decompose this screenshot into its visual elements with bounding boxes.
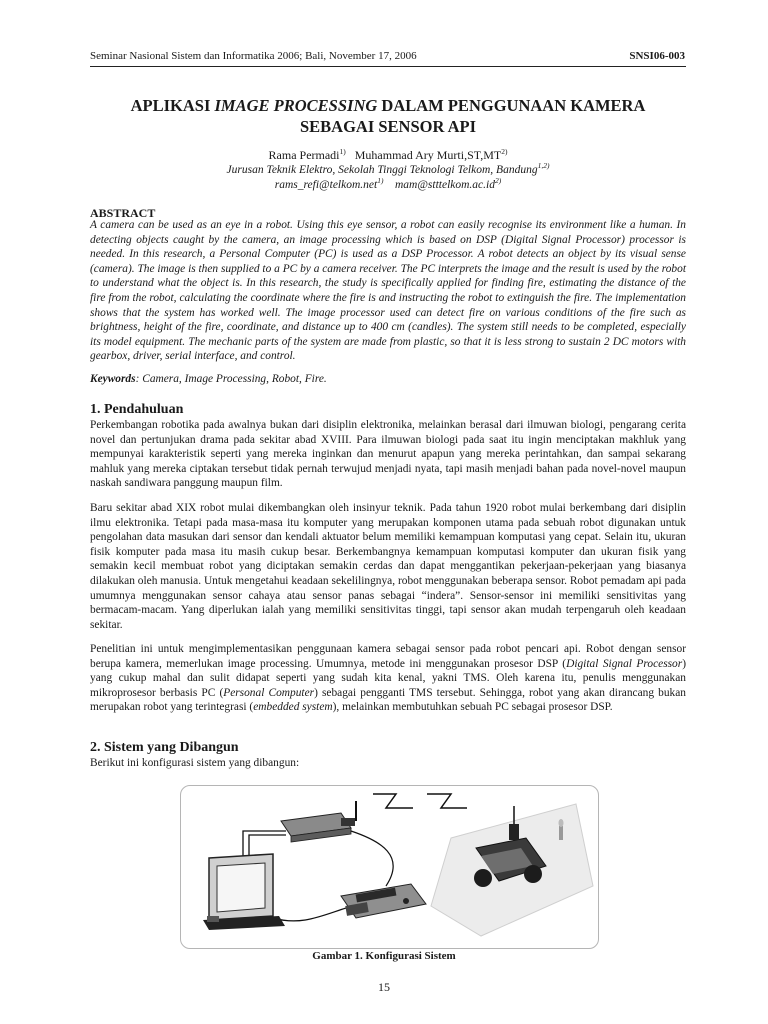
affiliation-sup: 1,2) [537,161,550,171]
running-header: Seminar Nasional Sistem dan Informatika 2006; Bali, November 17, 2006 [90,50,417,62]
interface-board [341,884,426,918]
wireless-signal-1 [373,794,413,808]
email-2-sup: 2) [494,176,502,186]
author-names [90,148,686,163]
keywords-list: : Camera, Image Processing, Robot, Fire. [135,373,327,385]
author-1: Rama Permadi [268,148,340,162]
section-2-intro: Berikut ini konfigurasi sistem yang dibangun: [90,757,300,769]
p3-text-e: ) sebagai pengganti TMS tersebut. Sehingga, robot yang akan dirancang bukan merupakan robot yang terintegrasi ( [90,686,686,714]
title-part3: DALAM PENGGUNAAN KAMERA [377,96,646,115]
section-2-heading: 2. Sistem yang Dibangun [90,740,239,755]
paper-title [90,95,686,137]
paper-code: SNSI06-003 [629,50,685,62]
p3-italic-dsp: Digital Signal Processor [566,657,683,670]
p3-italic-pc: Personal Computer [223,686,315,699]
page-number: 15 [378,980,390,994]
keywords-line [90,373,686,385]
author-emails [90,178,686,193]
title-part1: APLIKASI [130,96,215,115]
cable-receiver-to-board [351,831,393,886]
author-2: Muhammad Ary Murti,ST,MT [354,148,502,162]
authors-block [90,148,686,193]
email-1-sup: 1) [377,176,384,186]
figure-caption: Gambar 1. Konfigurasi Sistem [312,950,456,962]
email-1: rams_refi@telkom.net [274,179,378,191]
author-2-sup: 2) [501,147,508,156]
pc-monitor [203,854,285,930]
p3-text-g: ), melainkan membutuhkan sebuah PC sebagai prosesor DSP. [332,701,613,714]
author-1-sup: 1) [339,147,346,156]
serial-cable [273,908,346,921]
section-1-paragraph-2: Baru sekitar abad XIX robot mulai dikembangkan oleh insinyur teknik. Pada tahun 1920 robot mulai berkembang dari disiplin ilmu elektronika. Tetapi pada masa-masa itu komputer yang merupakan komponen utama pada sebuah robot digunakan untuk pengolahan data masukan dari sensor dan kendali aktuator belum memiliki kemampuan komputasi yang cepat. Selain itu, ukuran fisik komputer pada masa itu masih cukup besar. Berkembangnya kemampuan komputasi komputer dan ukuran fisik yang semakin kecil membuat robot yang diciptakan semakin cerdas dan dapat menggantikan pekerjaan-pekerjaan yang biasanya dilakukan oleh manusia. Untuk mengetahui keadaan sekelilingnya, robot menggunakan beberapa sensor. Robot pemadam api pada umumnya menggunakan sensor cahaya atau sensor panas sebagai “indera”. Sensor-sensor ini memiliki sensitivitas yang bermacam-macam. Yang diperlukan ialah yang memiliki sensitivitas tinggi, tapi sensor akan mudah terpengaruh oleh keadaan sekitar. [90,502,686,631]
wireless-signal-2 [427,794,467,808]
email-2: mam@stttelkom.ac.id [394,179,495,191]
abstract-heading: ABSTRACT [90,206,156,220]
title-italic: IMAGE PROCESSING [214,96,378,115]
section-1-paragraph-1: Perkembangan robotika pada awalnya bukan dari disiplin elektronika, melainkan berasal dari ilmuwan biologi, pengarang cerita novel dan pertunjukan drama pada sekitar abad XVIII. Para ilmuwan biologi pada saat itu ingin menciptakan makhluk yang mempunyai karakteristik seperti yang mereka inginkan dan menurut apapun yang mereka perintahkan, dan sampai sekarang mahluk yang mereka ciptakan tersebut tidak pernah terwujud menjadi nyata, tapi masih menjadi bahan pada novel-novel maupun naskah sandiwara panggung maupun film. [90,419,686,490]
figure-frame [180,785,599,949]
affiliation [90,163,686,178]
camera-receiver [281,813,355,842]
p3-text-a: Penelitian ini untuk mengimplementasikan penggunaan kamera sebagai sensor pada robot pencari api. Robot dengan sensor berupa kamera, memerlukan image processing. Umumnya, metode ini menggunakan prosesor DSP ( [90,643,686,670]
title-line2: SEBAGAI SENSOR API [299,117,477,136]
section-1-heading: 1. Pendahuluan [90,402,184,417]
system-configuration-figure [181,786,598,948]
header-divider [90,66,686,67]
keywords-label: Keywords [90,373,136,385]
candle [559,819,564,840]
p3-text-c: ) yang cukup mahal dan sulit didapat seperti yang sudah kita kenal, yakni TMS. Oleh karena itu, penulis menggunakan mikroprosesor berbasis PC ( [90,657,686,699]
abstract-text: A camera can be used as an eye in a robot. Using this eye sensor, a robot can easily recognise its environment like a human. In detecting objects caught by the camera, an image processing which is based on DSP (Digital Signal Processor) processor is needed. In this research, a Personal Computer (PC) is used as a DSP Processor. A robot detects an object by its visual sense (camera). The image is then supplied to a PC by a camera receiver. The PC interprets the image and the result is used by the robot to understand what the object is. In this research, the study is specifically applied for finding fire, estimating the distance of the fire from the robot, calculating the coordinate where the fire is and instructing the robot to extinguish the fire. The implementation shows that the system has worked well. The image processor used can detect fire on various conditions of the fire such as brightness, height of the fire, coordinate, and distance up to 400 cm (candles). The system still needs to be completed, especially its model equipment. The mechanic parts of the system are made from plastic, so that it is less strong to sustain 2 DC motors with gearbox, driver, serial interface, and control. [90,219,686,363]
section-1-paragraph-3 [90,642,686,715]
affiliation-text: Jurusan Teknik Elektro, Sekolah Tinggi Teknologi Telkom, Bandung [226,164,538,176]
p3-italic-embedded: embedded system [253,701,333,714]
